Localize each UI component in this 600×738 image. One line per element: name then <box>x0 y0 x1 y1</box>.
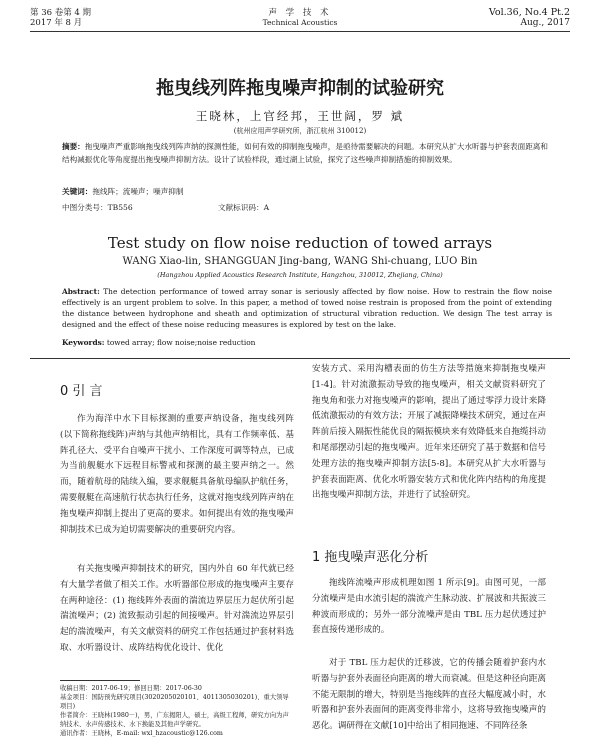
authors-en: WANG Xiao-lin, SHANGGUAN Jing-bang, WANG Shi-chuang, LUO Bin <box>122 256 478 267</box>
abstract-rule <box>30 358 570 359</box>
abstract-en-label: Abstract: <box>62 287 100 296</box>
keywords-en-label: Keywords: <box>62 338 105 347</box>
paper-title-en: Test study on flow noise reduction of towed arrays <box>107 234 493 252</box>
clc-number <box>62 202 133 214</box>
clc-label: 中图分类号： <box>62 203 108 212</box>
clc-value: TB556 <box>107 203 133 212</box>
section-1-paragraph-1: 拖线阵流噪声形成机理如图 1 所示[9]。由图可见，一部分流噪声是由水流引起的湍流产生脉动波、扩展波和共振波三种波而形成的；另外一部分流噪声是由 TBL 压力起伏透过护套直接传递形成的。 <box>312 578 546 636</box>
section-1-paragraph-2: 对于 TBL 压力起伏的迁移波，它的传播会随着护套内水听器与护套外表面径向距离的增大而衰减。但是这种径向距离不能无限制的增大，特别是当拖线阵的直径大幅度减小时，水听器和护套外表面间的距离变得非常小，这将导致拖曳噪声的恶化。调研得在文献[10]中给出了相同拖速、不同阵径条 <box>312 658 546 732</box>
journal-name-cn: 声 学 技 术 <box>268 8 332 18</box>
abstract-en-text: The detection performance of towed array sonar is seriously affected by flow noise. How to restrain the flow noise effectively is an urgent problem to solve. In this paper, a method of towed noise restrain is proposed from the point of extending the distance between hydrophone and sheath and optimization of structural vibration reduction. We design The test array is designed and the effect of these noise reducing measures is explored by test on the lake. <box>62 287 552 329</box>
journal-date-cn: 2017 年 8 月 <box>30 18 83 28</box>
affiliation-en: (Hangzhou Applied Acoustics Research Institute, Hangzhou, 310012, Zhejiang, China) <box>157 271 443 279</box>
footnote-received: 收稿日期：2017-06-19；修回日期：2017-06-30 <box>60 685 202 692</box>
journal-volume-en: Vol.36, No.4 Pt.2 <box>488 7 570 18</box>
journal-volume-cn: 第 36 卷第 4 期 <box>30 8 92 18</box>
keywords-en-text: towed array; flow noise;noise reduction <box>106 338 256 347</box>
authors-cn: 王晓林，上官经邦，王世阔，罗 斌 <box>195 109 405 123</box>
intro-paragraph-3: 安装方式、采用沟槽表面的仿生方法等措施来抑制拖曳噪声[1-4]。针对流激振动导致的拖曳噪声，相关文献资料研究了拖曳角和张力对拖曳噪声的影响，提出了通过零浮力设计来降低流激振动的有效方法；开展了减振降噪技术研究，通过在声阵前后接入隔振性能优良的隔振模块来有效降低来自拖缆抖动和尾部摆动引起的拖曳噪声。近年来还研究了基于数据和信号处理方法的拖曳噪声抑制方法[5-8]。本研究从扩大水听器与护套表面距离、优化水听器安装方式和优化阵内结构的角度提出拖曳噪声抑制方法，并进行了试验研究。 <box>312 364 546 501</box>
affiliation-cn: (杭州应用声学研究所，浙江杭州 310012) <box>233 127 367 135</box>
footnote-rule <box>60 680 140 681</box>
section-0-heading: 0 引 言 <box>60 384 103 399</box>
intro-paragraph-2: 有关拖曳噪声抑制技术的研究，国内外自 60 年代就已经有大量学者做了相关工作。水听器部位形成的拖曳噪声主要存在两种途径：(1) 拖线阵外表面的湍流边界层压力起伏所引起湍流噪声；(2) 流致振动引起的间接噪声。针对湍流边界层引起的湍流噪声，有关文献资料的研究工作包括通过护套材料选取、水听器设计、成阵结构优化设计、优化 <box>60 564 294 653</box>
abstract-en <box>62 286 552 330</box>
doc-code-label: 文献标识码： <box>218 203 264 212</box>
journal-date-en: Aug., 2017 <box>520 18 570 28</box>
footnote-fund: 基金项目：国防预先研究项目(3020205020101、4011305030201)、重大领导项目) <box>60 694 289 711</box>
section-1-heading: 1 拖曳噪声恶化分析 <box>312 550 429 565</box>
paper-title-cn: 拖曳线列阵拖曳噪声抑制的试验研究 <box>156 78 444 99</box>
footnote-corresponding: 通讯作者：王晓林，E-mail: wxl_hzacoustic@126.com <box>60 730 223 737</box>
abstract-cn-label: 摘要： <box>62 142 85 151</box>
abstract-cn-text: 拖曳噪声严重影响拖曳线列阵声纳的探测性能，如何有效的抑制拖曳噪声，是亟待需要解决的问题。本研究从扩大水听器与护套表面距离和结构减振优化等角度提出拖曳噪声抑制方法。设计了试验样段，通过湖上试验，探究了这些噪声抑制措施的抑制效果。 <box>62 142 548 164</box>
doc-code-value: A <box>263 203 270 212</box>
footnote-author: 作者简介：王晓林(1980－)，男，广东揭阳人，硕士，高级工程师，研究方向为声纳技术、水声传感技术、水下换能及其他声学研究。 <box>60 712 289 729</box>
keywords-cn <box>62 186 184 198</box>
abstract-cn <box>62 141 552 166</box>
journal-name-en: Technical Acoustics <box>262 18 338 27</box>
keywords-en <box>62 337 552 348</box>
header-rule <box>30 31 570 32</box>
intro-paragraph-1: 作为海洋中水下目标探测的重要声纳设备，拖曳线列阵(以下简称拖线阵)声纳与其他声纳相比，具有工作频率低、基阵孔径大、受平台自噪声干扰小、工作深度可调等特点，已成为当前舰艇水下远程目标警戒和探测的最主要声纳之一。然而，随着航母的陆续入编，要求舰艇具备航母编队护航任务，需要舰艇在高速航行状态执行任务，这就对拖曳线列阵声纳在拖曳噪声抑制上提出了更高的要求。如何提出有效的拖曳噪声抑制技术已成为迫切需要解决的重要研究内容。 <box>60 414 294 535</box>
keywords-cn-label: 关键词： <box>62 187 93 196</box>
keywords-cn-text: 拖线阵；流噪声；噪声抑制 <box>92 187 184 196</box>
document-code <box>218 202 269 214</box>
